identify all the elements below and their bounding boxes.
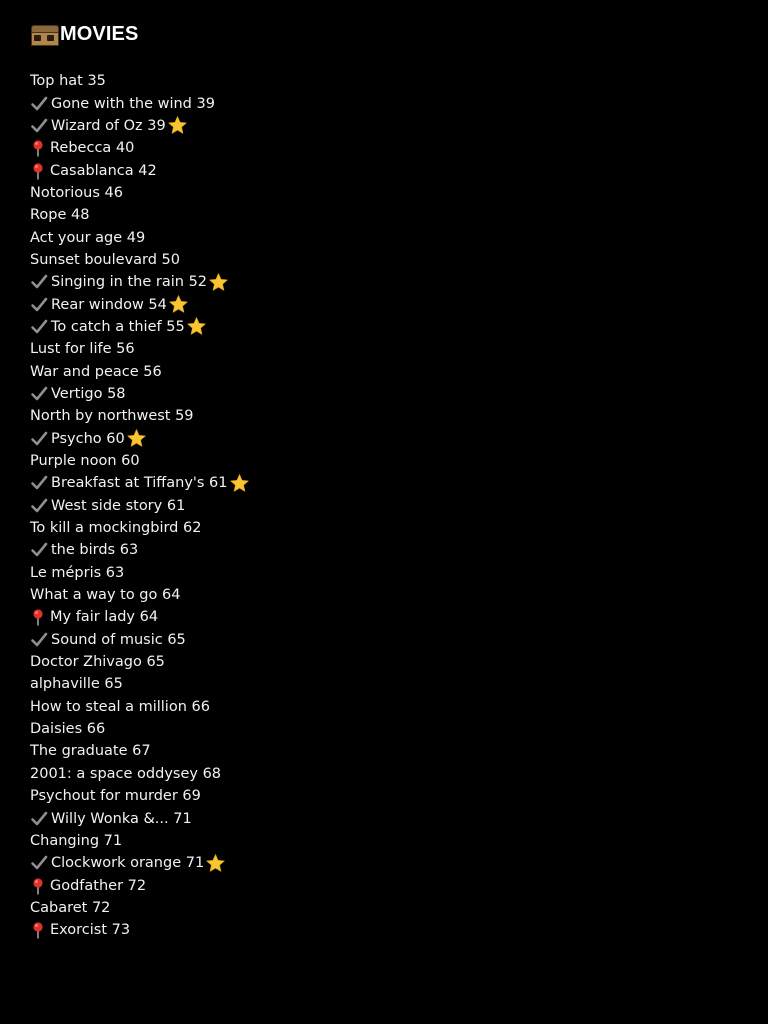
movie-item[interactable]: [30, 696, 730, 718]
movie-title[interactable]: Psycho 60: [51, 430, 125, 447]
movie-title[interactable]: Sunset boulevard 50: [30, 251, 181, 268]
movie-item[interactable]: [30, 740, 730, 762]
checkmark-icon: [30, 541, 48, 559]
checkmark-icon: [30, 474, 48, 492]
movie-item[interactable]: [30, 807, 730, 829]
movie-title[interactable]: Changing 71: [30, 832, 123, 849]
movie-item[interactable]: [30, 70, 730, 92]
star-icon: [229, 473, 250, 494]
movie-item[interactable]: [30, 204, 730, 226]
note-title[interactable]: MOVIES: [60, 22, 139, 45]
pushpin-icon: [30, 608, 48, 626]
checkmark-icon: [30, 854, 48, 872]
star-icon: [126, 428, 147, 449]
movie-item[interactable]: [30, 517, 730, 539]
movie-item[interactable]: [30, 852, 730, 874]
movie-item[interactable]: [30, 785, 730, 807]
movie-title[interactable]: What a way to go 64: [30, 587, 181, 604]
movie-title[interactable]: Act your age 49: [30, 229, 146, 246]
movie-title[interactable]: North by northwest 59: [30, 408, 194, 425]
movie-title[interactable]: Doctor Zhivago 65: [30, 654, 165, 671]
movie-item[interactable]: [30, 539, 730, 561]
movie-title[interactable]: Sound of music 65: [51, 631, 186, 648]
movie-item[interactable]: [30, 92, 730, 114]
movie-item[interactable]: [30, 472, 730, 494]
movie-title[interactable]: Notorious 46: [30, 184, 123, 201]
movie-item[interactable]: [30, 830, 730, 852]
star-icon: [208, 272, 229, 293]
movie-title[interactable]: West side story 61: [51, 497, 186, 514]
movie-title[interactable]: Rope 48: [30, 207, 90, 224]
movie-title[interactable]: Willy Wonka &... 71: [51, 810, 192, 827]
movie-title[interactable]: the birds 63: [51, 542, 139, 559]
movie-title[interactable]: How to steal a million 66: [30, 698, 210, 715]
movie-item[interactable]: [30, 450, 730, 472]
movie-item[interactable]: [30, 495, 730, 517]
movie-item[interactable]: [30, 271, 730, 293]
movie-title[interactable]: Purple noon 60: [30, 453, 140, 470]
movie-title[interactable]: Gone with the wind 39: [51, 95, 215, 112]
movie-item[interactable]: [30, 651, 730, 673]
checkmark-icon: [30, 117, 48, 135]
movie-title[interactable]: To catch a thief 55: [51, 318, 185, 335]
movie-item[interactable]: [30, 606, 730, 628]
movie-item[interactable]: [30, 919, 730, 941]
movie-title[interactable]: Exorcist 73: [50, 922, 131, 939]
movie-title[interactable]: Cabaret 72: [30, 899, 111, 916]
movie-item[interactable]: [30, 383, 730, 405]
movie-title[interactable]: Wizard of Oz 39: [51, 117, 166, 134]
movie-title[interactable]: Le mépris 63: [30, 564, 125, 581]
checkmark-icon: [30, 497, 48, 515]
pushpin-icon: [30, 139, 48, 157]
movie-title[interactable]: Vertigo 58: [51, 385, 126, 402]
movie-item[interactable]: [30, 584, 730, 606]
movie-title[interactable]: Singing in the rain 52: [51, 274, 208, 291]
movie-item[interactable]: [30, 428, 730, 450]
movie-item[interactable]: [30, 159, 730, 181]
movie-item[interactable]: [30, 874, 730, 896]
star-icon: [167, 115, 188, 136]
checkmark-icon: [30, 296, 48, 314]
movie-title[interactable]: Daisies 66: [30, 721, 106, 738]
movie-item[interactable]: [30, 137, 730, 159]
movie-title[interactable]: alphaville 65: [30, 676, 123, 693]
movie-title[interactable]: Clockwork orange 71: [51, 855, 205, 872]
pushpin-icon: [30, 921, 48, 939]
movie-title[interactable]: To kill a mockingbird 62: [30, 520, 202, 537]
star-icon: [205, 853, 226, 874]
checkmark-icon: [30, 385, 48, 403]
movie-item[interactable]: [30, 316, 730, 338]
checkmark-icon: [30, 95, 48, 113]
checkmark-icon: [30, 631, 48, 649]
star-icon: [186, 316, 207, 337]
movie-title[interactable]: Rebecca 40: [50, 140, 135, 157]
movie-item[interactable]: [30, 249, 730, 271]
movie-title[interactable]: Godfather 72: [50, 877, 147, 894]
movie-item[interactable]: [30, 226, 730, 248]
movie-title[interactable]: War and peace 56: [30, 363, 162, 380]
movie-item[interactable]: [30, 562, 730, 584]
movie-title[interactable]: Casablanca 42: [50, 162, 157, 179]
movie-item[interactable]: [30, 360, 730, 382]
movie-item[interactable]: [30, 405, 730, 427]
movie-item[interactable]: [30, 338, 730, 360]
pushpin-icon: [30, 162, 48, 180]
pushpin-icon: [30, 877, 48, 895]
checkmark-icon: [30, 318, 48, 336]
film-box-icon: [30, 23, 58, 45]
movie-title[interactable]: Lust for life 56: [30, 341, 135, 358]
movie-title[interactable]: The graduate 67: [30, 743, 151, 760]
note-heading[interactable]: [30, 20, 730, 48]
movie-title[interactable]: Psychout for murder 69: [30, 788, 201, 805]
checkmark-icon: [30, 273, 48, 291]
movie-title[interactable]: My fair lady 64: [50, 609, 159, 626]
star-icon: [168, 294, 189, 315]
movie-title[interactable]: 2001: a space oddysey 68: [30, 765, 222, 782]
movie-title[interactable]: Breakfast at Tiffany's 61: [51, 475, 228, 492]
movie-title[interactable]: Top hat 35: [30, 73, 106, 90]
movie-item[interactable]: [30, 629, 730, 651]
note-body[interactable]: [30, 20, 730, 941]
checkmark-icon: [30, 430, 48, 448]
movie-item[interactable]: [30, 718, 730, 740]
movie-title[interactable]: Rear window 54: [51, 296, 167, 313]
movie-item[interactable]: [30, 763, 730, 785]
movie-item[interactable]: [30, 673, 730, 695]
movie-item[interactable]: [30, 115, 730, 137]
movie-item[interactable]: [30, 897, 730, 919]
movie-item[interactable]: [30, 293, 730, 315]
movie-list: [30, 70, 730, 941]
movie-item[interactable]: [30, 182, 730, 204]
checkmark-icon: [30, 810, 48, 828]
